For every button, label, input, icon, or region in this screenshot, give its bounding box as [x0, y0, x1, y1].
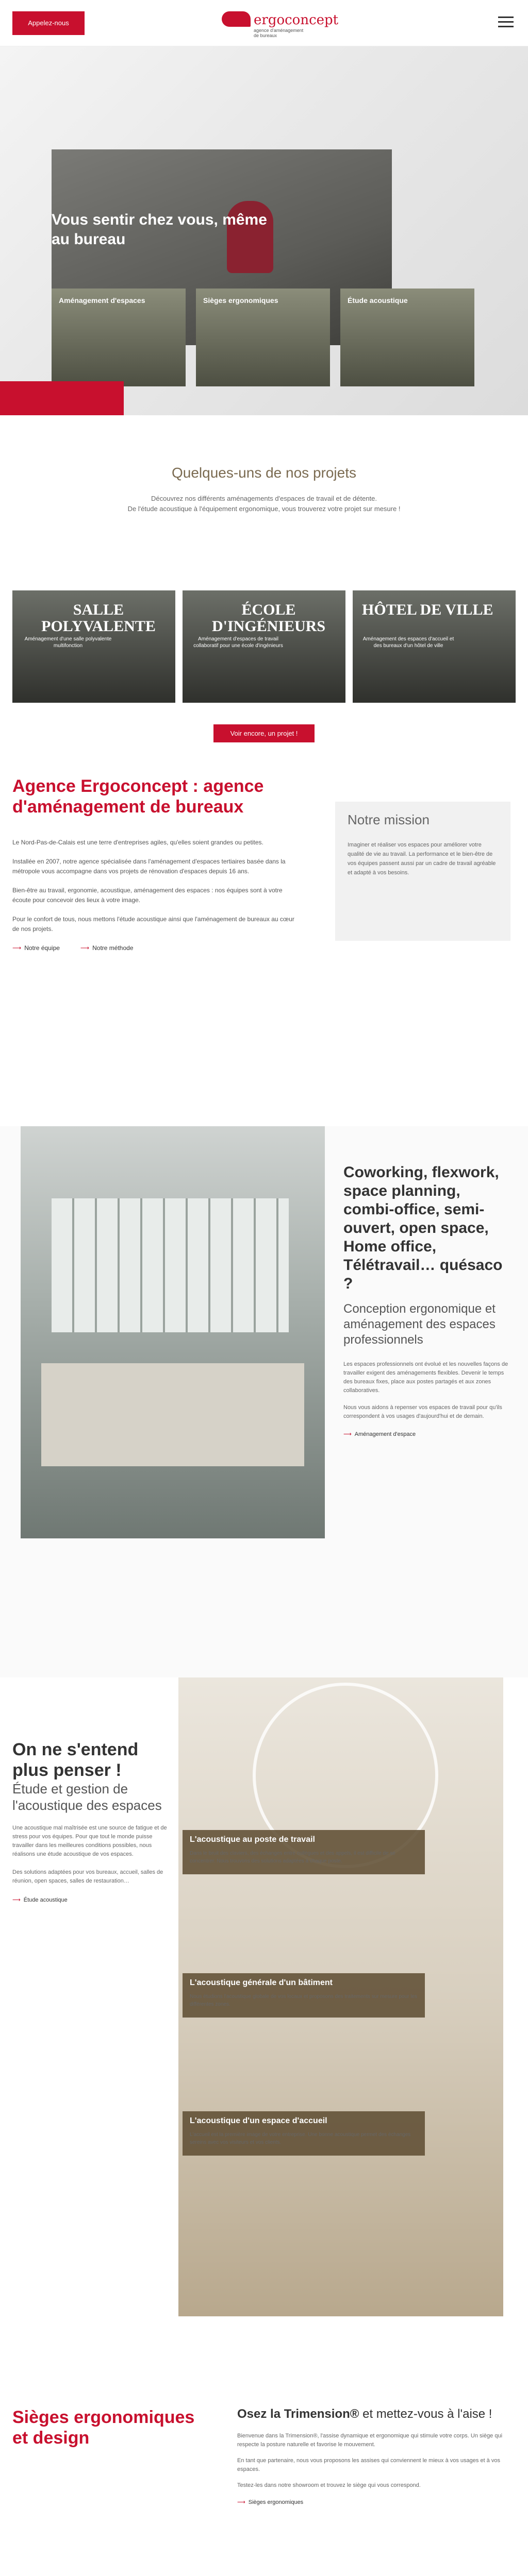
acoustic-box-title: L'acoustique d'un espace d'accueil [190, 2116, 327, 2125]
logo-tagline: agence d'aménagement de bureaux [254, 28, 304, 38]
project-card-desc: Aménagement d'une salle polyvalente multifonction [24, 636, 112, 649]
hero-card-label: Aménagement d'espaces [59, 296, 145, 304]
office-windows [52, 1198, 289, 1332]
seating-title: Sièges ergonomiques et design [12, 2408, 195, 2448]
hero [0, 46, 528, 415]
project-card[interactable] [353, 590, 516, 703]
acoustic-title: On ne s'entend plus penser ! [12, 1740, 139, 1780]
acoustic-box-title: L'acoustique générale d'un bâtiment [190, 1978, 333, 1987]
project-card-desc: Aménagement d'espaces de travail collaboratif pour une école d'ingénieurs [193, 636, 283, 649]
arrow-right-icon: ⟶ [80, 944, 90, 952]
acoustic-box-text: Dans le bruit des claviers, des échanges entre collègues et des appels, il est difficile de se concentrer. Nous trouvons des solutions adaptées à chaque poste. [190, 1851, 395, 1864]
cowork-paragraph: Nous vous aidons à repenser vos espaces de travail pour qu'ils correspondent à vos usages d'aujourd'hui et de demain. [343, 1404, 502, 1419]
cowork-section [0, 1126, 528, 1677]
agency-paragraph: Bien-être au travail, ergonomie, acoustique, aménagement des espaces : nos équipes sont à votre écoute pour concevoir des lieux à votre image. [12, 887, 283, 904]
space-planning-link[interactable] [343, 1431, 416, 1437]
arrow-right-icon: ⟶ [237, 2499, 245, 2505]
office-photo [21, 1126, 325, 1538]
seating-heading-rest: et mettez-vous à l'aise ! [359, 2407, 492, 2421]
acoustic-link[interactable] [12, 1897, 68, 1903]
method-link[interactable] [80, 944, 134, 952]
acoustic-box [183, 1830, 425, 1874]
logo-mark-icon [222, 11, 251, 27]
arrow-right-icon: ⟶ [12, 1897, 21, 1903]
acoustic-link-label: Étude acoustique [23, 1897, 68, 1903]
agency-paragraph: Pour le confort de tous, nous mettons l'étude acoustique ainsi que l'aménagement de bureaux au cœur de nos projets. [12, 916, 294, 933]
projects-title: Quelques-uns de nos projets [172, 465, 356, 481]
agency-paragraph: Installée en 2007, notre agence spécialisée dans l'aménagement d'espaces tertiaires basée dans la métropole vous accompagne dans vos projets de rénovation d'espaces depuis 16 ans. [12, 858, 286, 875]
acoustic-paragraph: Une acoustique mal maîtrisée est une source de fatigue et de stress pour vos équipes. Pour que tout le monde puisse travailler dans les meilleures conditions possibles, nous réalisons une étude acoustique de vos espaces. [12, 1825, 167, 1857]
acoustic-section [0, 1677, 528, 2358]
projects-section [0, 415, 528, 771]
method-link-label: Notre méthode [92, 944, 134, 952]
acoustic-box [183, 1973, 425, 2018]
acoustic-box-title: L'acoustique au poste de travail [190, 1835, 315, 1844]
arrow-right-icon: ⟶ [343, 1431, 352, 1437]
seating-section [0, 2358, 528, 2576]
mission-box [335, 802, 510, 941]
seating-paragraph: Testez-les dans notre showroom et trouvez le siège qui vous correspond. [237, 2482, 421, 2488]
header [0, 0, 528, 46]
projects-intro-2: De l'étude acoustique à l'équipement ergonomique, vous trouverez votre projet sur mesure ! [127, 505, 401, 513]
hero-card-acoustique[interactable] [340, 289, 474, 386]
office-desks [41, 1363, 304, 1466]
mission-text: Imaginer et réaliser vos espaces pour améliorer votre qualité de vie au travail. La performance et le bien-être de vos équipes passent aussi par un cadre de travail agréable et adapté à vos besoins. [348, 842, 496, 876]
menu-icon[interactable] [498, 16, 514, 29]
project-card-title: SALLE POLYVALENTE [41, 601, 156, 635]
logo-text: ergoconcept [254, 12, 339, 28]
seating-paragraph: Bienvenue dans la Trimension®, l'assise dynamique et ergonomique qui stimule votre corps. Un siège qui respecte la posture naturelle et favorise le mouvement. [237, 2433, 503, 2448]
seating-link-label: Sièges ergonomiques [248, 2499, 304, 2505]
hero-card-label: Sièges ergonomiques [203, 296, 278, 304]
more-projects-button[interactable]: Voir encore, un projet ! [213, 724, 315, 742]
team-link[interactable] [12, 944, 60, 952]
space-planning-link-label: Aménagement d'espace [354, 1431, 416, 1437]
cowork-subtitle: Conception ergonomique et aménagement des espaces professionnels [343, 1302, 496, 1347]
agency-section [0, 771, 528, 1126]
cowork-title: Coworking, flexwork, space planning, combi-office, semi-ouvert, open space, Home office, Télétravail… quésaco ? [343, 1164, 503, 1292]
agency-title: Agence Ergoconcept : agence d'aménagement de bureaux [12, 776, 264, 817]
call-button[interactable]: Appelez-nous [12, 11, 85, 35]
acoustic-box-text: Nous étudions l'acoustique globale de vos locaux et proposons des traitements sur mesure pour les différentes zones. [190, 1994, 418, 2007]
hero-red-accent [0, 381, 124, 415]
project-card[interactable] [12, 590, 175, 703]
project-card-desc: Aménagement des espaces d'accueil et des bureaux d'un hôtel de ville [362, 636, 454, 649]
project-card-title: ÉCOLE D'INGÉNIEURS [211, 601, 326, 635]
cowork-paragraph: Les espaces professionnels ont évolué et les nouvelles façons de travailler exigent des aménagements flexibles. Devenir le temps des bureaux fixes, place aux postes partagés et aux zones collaboratives. [343, 1361, 508, 1394]
team-link-label: Notre équipe [24, 944, 60, 952]
project-card[interactable] [183, 590, 345, 703]
acoustic-box [183, 2111, 425, 2156]
arrow-right-icon: ⟶ [12, 944, 22, 952]
seating-paragraph: En tant que partenaire, nous vous proposons les assises qui conviennent le mieux à vos usages et à vos espaces. [237, 2458, 500, 2472]
trimension-brand: Osez la Trimension® [237, 2407, 359, 2421]
logo[interactable] [222, 8, 339, 38]
projects-intro-1: Découvrez nos différents aménagements d'espaces de travail et de détente. [151, 495, 377, 502]
seating-heading [237, 2407, 505, 2421]
seating-link[interactable] [237, 2499, 303, 2505]
agency-paragraph: Le Nord-Pas-de-Calais est une terre d'entreprises agiles, qu'elles soient grandes ou petites. [12, 839, 263, 846]
hero-card-sieges[interactable] [196, 289, 330, 386]
hero-card-amenagement[interactable] [52, 289, 186, 386]
hero-title: Vous sentir chez vous, même au bureau [52, 211, 267, 248]
project-card-title: HÔTEL DE VILLE [362, 601, 493, 618]
acoustic-box-text: L'accueil est la première image de votre entreprise. Une bonne acoustique permet des échanges sereins avec vos visiteurs et vos clients. [190, 2132, 411, 2145]
hero-card-label: Étude acoustique [348, 296, 408, 304]
mission-title: Notre mission [348, 812, 430, 827]
acoustic-subtitle: Étude et gestion de l'acoustique des espaces [12, 1781, 162, 1813]
acoustic-paragraph: Des solutions adaptées pour vos bureaux, accueil, salles de réunion, open spaces, salles de restauration… [12, 1869, 163, 1884]
